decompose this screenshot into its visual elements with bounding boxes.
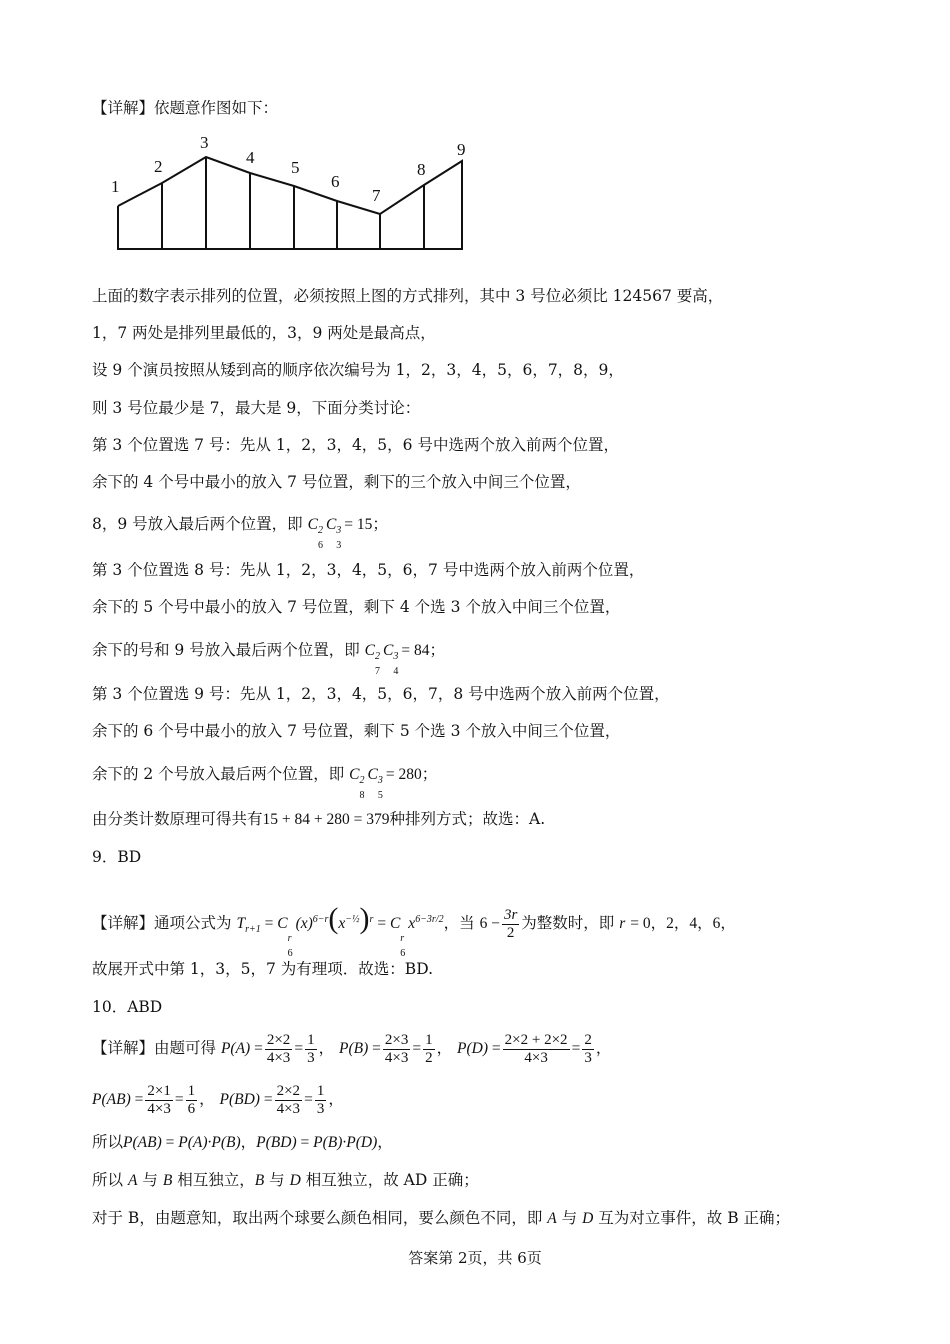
- text-line: 则 3 号位最少是 7，最大是 9，下面分类讨论：: [92, 399, 421, 417]
- text-line: 对于 B，由题意知，取出两个球要么颜色相同，要么颜色不同，即 A 与 D 互为对立事件，故 B 正确；: [92, 1209, 791, 1227]
- text-line: 由分类计数原理可得共有15 + 84 + 280 = 379种排列方式；故选：A.: [92, 810, 546, 828]
- text-line: 上面的数字表示排列的位置，必须按照上图的方式排列，其中 3 号位必须比 124567 要高，: [92, 287, 724, 305]
- text-line: 第 3 个位置选 7 号：先从 1，2，3，4，5，6 号中选两个放入前两个位置，: [92, 436, 619, 454]
- probability-formula: P(BD) =: [219, 1091, 273, 1108]
- fraction: $\frac{3r}{2}$: [503, 906, 518, 941]
- text-line: 余下的 4 个号中最小的放入 7 号位置，剩下的三个放入中间三个位置，: [92, 473, 581, 491]
- combination-formula: C 2 6 C 3 3: [307, 516, 342, 551]
- figure-label: 5: [291, 158, 300, 177]
- probability-formula: P(A) =: [220, 1040, 263, 1057]
- probability-formula: P(D) =: [457, 1040, 501, 1057]
- figure-label: 4: [246, 148, 255, 167]
- text-line: 所以P(AB) = P(A)·P(B)，P(BD) = P(B)·P(D)，: [92, 1133, 393, 1151]
- text-line: 余下的 5 个号中最小的放入 7 号位置，剩下 4 个选 3 个放入中间三个位置，: [92, 598, 621, 616]
- figure-label: 7: [372, 186, 381, 205]
- figure-label: 6: [331, 172, 340, 191]
- sum-formula: 15 + 84 + 280 = 379: [262, 811, 390, 828]
- text-line: 设 9 个演员按照从矮到高的顺序依次编号为 1，2，3，4，5，6，7，8，9，: [92, 361, 624, 379]
- answer-number: 9．BD: [92, 848, 142, 866]
- page-footer: 答案第 2页，共 6页: [408, 1249, 542, 1267]
- text-line: 【详解】由题可得 P(A) = $\frac{2\times 2}{4\times 3}$ = $\frac{1}{3}$ ， P(B) = $\frac{2\times 3}{4\times 3}$ = $\frac{1}{2}$ ， P(D) = $\frac{2\times 2 + 2\times 2}{4\times 3}$ = $\frac{2}{3}$ ，: [92, 1031, 612, 1066]
- text-line: 【详解】通项公式为 $T_{r+1} = C$ r 6 $(x)^{6-r}(x^{-\frac{1}{2}})^r = C$ r 6 $x^{6-3r/2}$，当 6 − $\frac{3r}{2}$ 为整数时，即 r = 0，2，4，6，: [92, 902, 736, 959]
- figure-label: 8: [417, 160, 426, 179]
- text-line: 余下的 2 个号放入最后两个位置，即 C 2 8 C 3 5 = 280；: [92, 765, 438, 801]
- answer-number: 10．ABD: [92, 998, 163, 1016]
- independence-formula: P(BD) = P(B)·P(D): [256, 1134, 378, 1151]
- text-line: 第 3 个位置选 9 号：先从 1，2，3，4，5，6，7，8 号中选两个放入前两个位置，: [92, 685, 670, 703]
- arrangement-figure: [100, 128, 480, 260]
- figure-label: 1: [111, 177, 120, 196]
- text-line: 故展开式中第 1，3，5，7 为有理项．故选：BD.: [92, 960, 433, 978]
- independence-formula: P(AB) = P(A)·P(B): [123, 1134, 241, 1151]
- text-line: 余下的 6 个号中最小的放入 7 号位置，剩下 5 个选 3 个放入中间三个位置，: [92, 722, 621, 740]
- figure-label: 3: [200, 133, 209, 152]
- text-line: 余下的号和 9 号放入最后两个位置，即 C 2 7 C 3 4 = 84；: [92, 641, 445, 677]
- combination-formula: C 2 8 C 3 5: [349, 766, 383, 801]
- probability-formula: P(AB) =: [92, 1091, 144, 1108]
- general-term-formula: $T_{r+1} = C$ r 6 $(x)^{6-r}(x^{-\frac{1}{2}})^r = C$ r 6 $x^{6-3r/2}$: [236, 902, 444, 959]
- text-line: 1，7 两处是排列里最低的，3，9 两处是最高点，: [92, 324, 436, 342]
- probability-formula: P(B) =: [339, 1040, 381, 1057]
- combination-formula: C 2 7 C 3 4: [364, 642, 399, 677]
- text-line: P(AB) = $\frac{2\times 1}{4\times 3}$ = $\frac{1}{6}$ ， P(BD) = $\frac{2\times 2}{4\times 3}$ = $\frac{1}{3}$ ，: [92, 1082, 344, 1117]
- exponent-expression: 6 −: [479, 915, 500, 932]
- text-line: 第 3 个位置选 8 号：先从 1，2，3，4，5，6，7 号中选两个放入前两个位置，: [92, 561, 645, 579]
- figure-label: 9: [457, 140, 466, 159]
- figure-label: 2: [154, 157, 163, 176]
- figure-outline: [118, 157, 462, 249]
- text-line: 所以 A 与 B 相互独立，B 与 D 相互独立，故 AD 正确；: [92, 1171, 479, 1189]
- text-line: 8，9 号放入最后两个位置，即 C 2 6 C 3 3 = 15；: [92, 515, 388, 551]
- intro-heading: 【详解】依题意作图如下：: [92, 99, 279, 117]
